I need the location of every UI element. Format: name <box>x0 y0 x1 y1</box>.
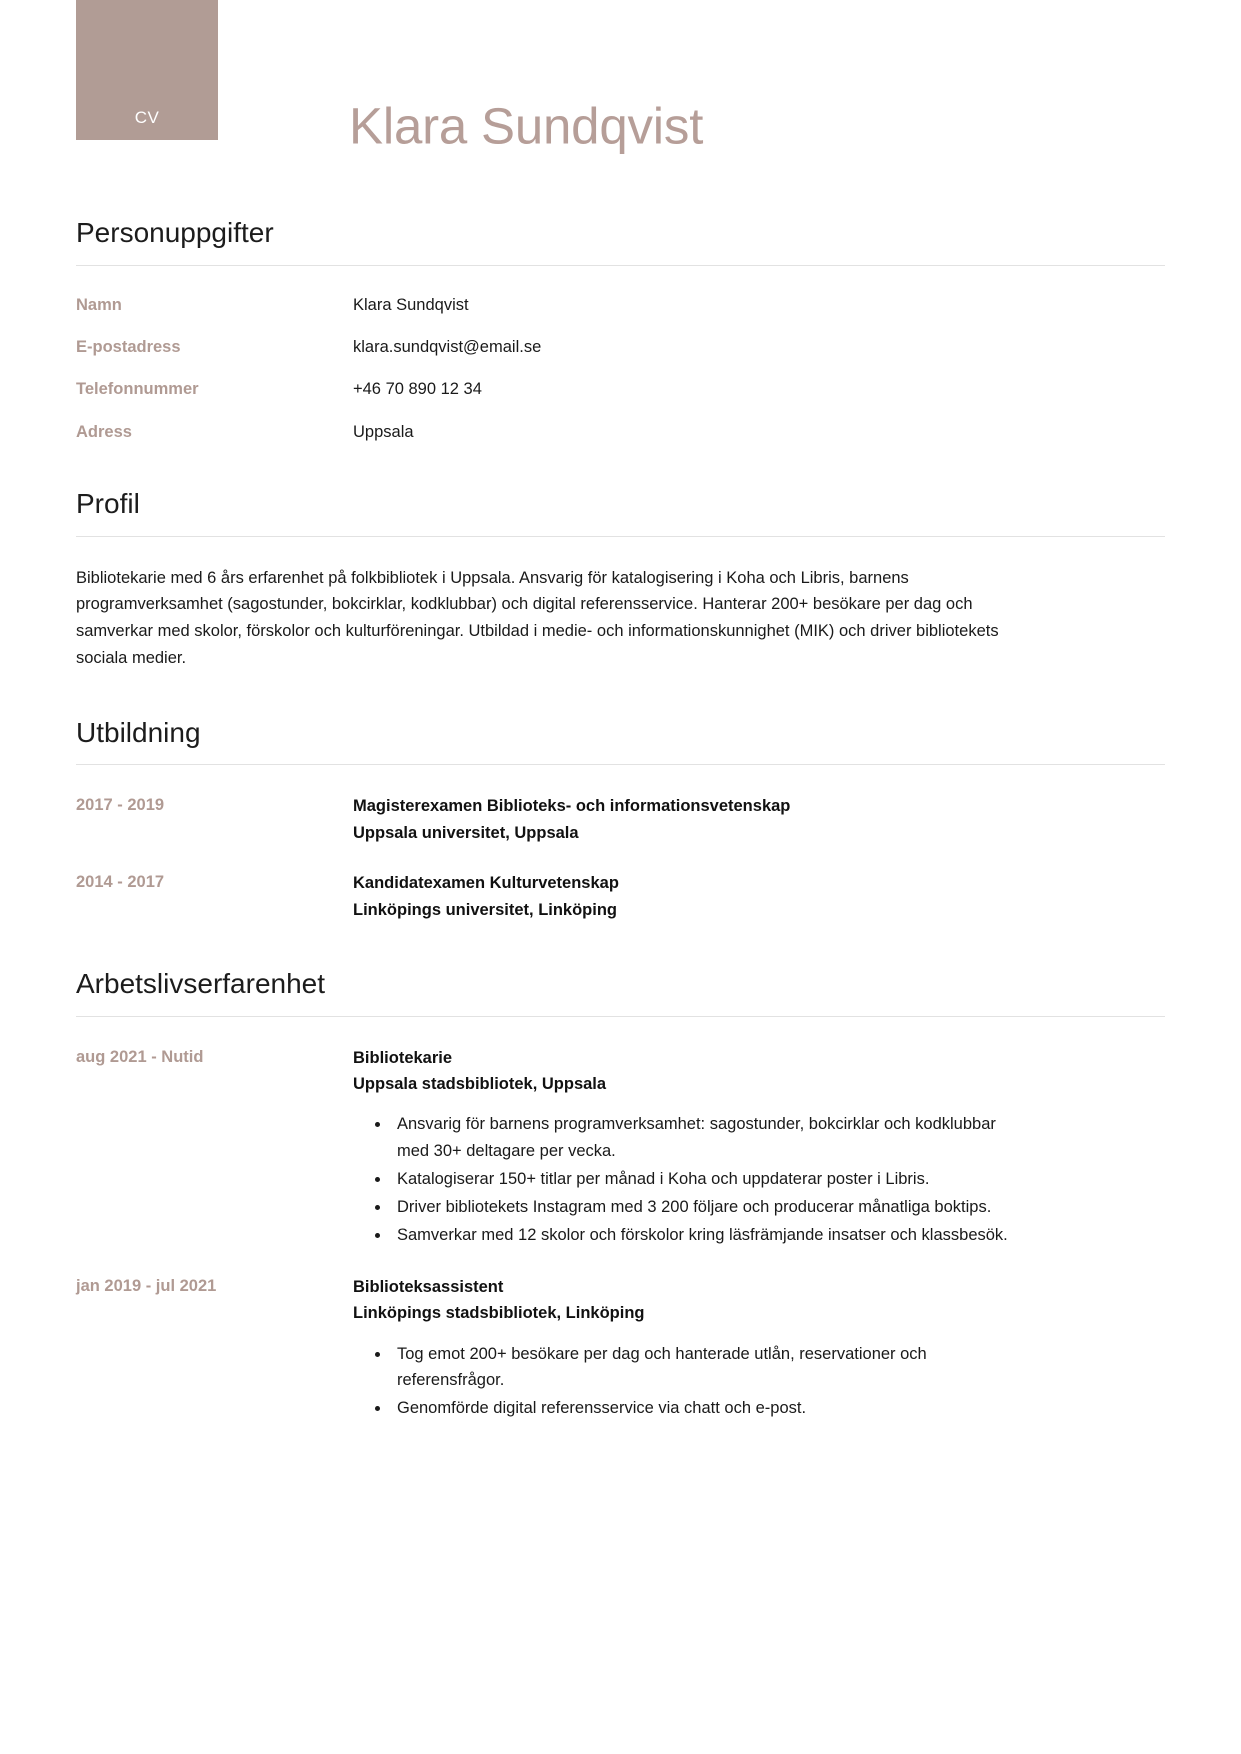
section-divider <box>76 536 1165 537</box>
list-item: • Genomförde digital referensservice via chatt och e-post. <box>391 1395 1017 1421</box>
section-divider <box>76 764 1165 765</box>
education-entry <box>76 793 1165 846</box>
entry-organisation: Linköpings universitet, Linköping <box>353 900 618 919</box>
detail-row <box>76 336 1165 358</box>
entry-bullet-list <box>353 1111 1165 1247</box>
detail-value: +46 70 890 12 34 <box>353 380 482 399</box>
detail-value: klara.sundqvist@email.se <box>353 338 542 357</box>
entry-bullet-list <box>353 1341 1165 1421</box>
personal-details-list <box>76 294 1165 443</box>
detail-value: Klara Sundqvist <box>353 295 469 314</box>
list-item: • Tog emot 200+ besökare per dag och hanterade utlån, reservationer och referensfrågor. <box>391 1341 1017 1393</box>
entry-body <box>353 870 1165 923</box>
cv-header <box>0 0 1241 162</box>
entry-body <box>353 793 1165 846</box>
cv-badge <box>76 0 218 140</box>
entry-period: 2017 - 2019 <box>76 796 165 815</box>
entry-organisation: Uppsala stadsbibliotek, Uppsala <box>353 1075 607 1094</box>
section-heading-profile: Profil <box>76 487 140 519</box>
experience-entry <box>76 1274 1165 1423</box>
section-heading-education: Utbildning <box>76 716 201 748</box>
section-personal-details <box>76 162 1165 443</box>
cv-badge-label: CV <box>134 108 160 127</box>
section-profile <box>76 443 1165 672</box>
entry-body <box>353 1274 1165 1423</box>
entry-organisation: Uppsala universitet, Uppsala <box>353 823 579 842</box>
detail-row <box>76 294 1165 316</box>
detail-label: Namn <box>76 295 122 314</box>
entry-organisation: Linköpings stadsbibliotek, Linköping <box>353 1304 645 1323</box>
list-item: • Samverkar med 12 skolor och förskolor kring läsfrämjande insatser och klassbesök. <box>391 1222 1017 1248</box>
entry-title: Biblioteksassistent <box>353 1277 504 1296</box>
entry-period: 2014 - 2017 <box>76 873 165 892</box>
entry-title: Kandidatexamen Kulturvetenskap <box>353 874 619 893</box>
entry-body <box>353 1045 1165 1250</box>
section-experience <box>76 923 1165 1423</box>
section-divider <box>76 1016 1165 1017</box>
education-entry <box>76 870 1165 923</box>
entry-title: Magisterexamen Biblioteks- och informationsvetenskap <box>353 797 791 816</box>
entry-period: jan 2019 - jul 2021 <box>76 1276 217 1295</box>
section-divider <box>76 265 1165 266</box>
detail-label: E-postadress <box>76 338 181 357</box>
entry-title: Bibliotekarie <box>353 1048 453 1067</box>
detail-label: Adress <box>76 422 132 441</box>
list-item: • Katalogiserar 150+ titlar per månad i Koha och uppdaterar poster i Libris. <box>391 1166 1017 1192</box>
section-heading-personal: Personuppgifter <box>76 217 274 248</box>
list-item: • Ansvarig för barnens programverksamhet: sagostunder, bokcirklar och kodklubbar med 30+ deltagare per vecka. <box>391 1111 1017 1163</box>
detail-value: Uppsala <box>353 422 414 441</box>
experience-entry <box>76 1045 1165 1250</box>
detail-label: Telefonnummer <box>76 380 199 399</box>
page-title: Klara Sundqvist <box>349 97 704 155</box>
section-heading-experience: Arbetslivserfarenhet <box>76 967 326 999</box>
entry-period: aug 2021 - Nutid <box>76 1047 204 1066</box>
section-education <box>76 672 1165 923</box>
detail-row <box>76 378 1165 400</box>
detail-row <box>76 421 1165 443</box>
list-item: • Driver bibliotekets Instagram med 3 200 följare och producerar månatliga boktips. <box>391 1194 1017 1220</box>
profile-text: Bibliotekarie med 6 års erfarenhet på folkbibliotek i Uppsala. Ansvarig för katalogisering i Koha och Libris, barnens programverksamhet (sagostunder, bokcirklar, kodklubbar) och digital referensservice. Hanterar 200+ besökare per dag och samverkar med skolor, förskolor och kulturföreningar. Utbildad i medie- och informationskunnighet (MIK) och driver bibliotekets sociala medier. <box>76 568 999 667</box>
